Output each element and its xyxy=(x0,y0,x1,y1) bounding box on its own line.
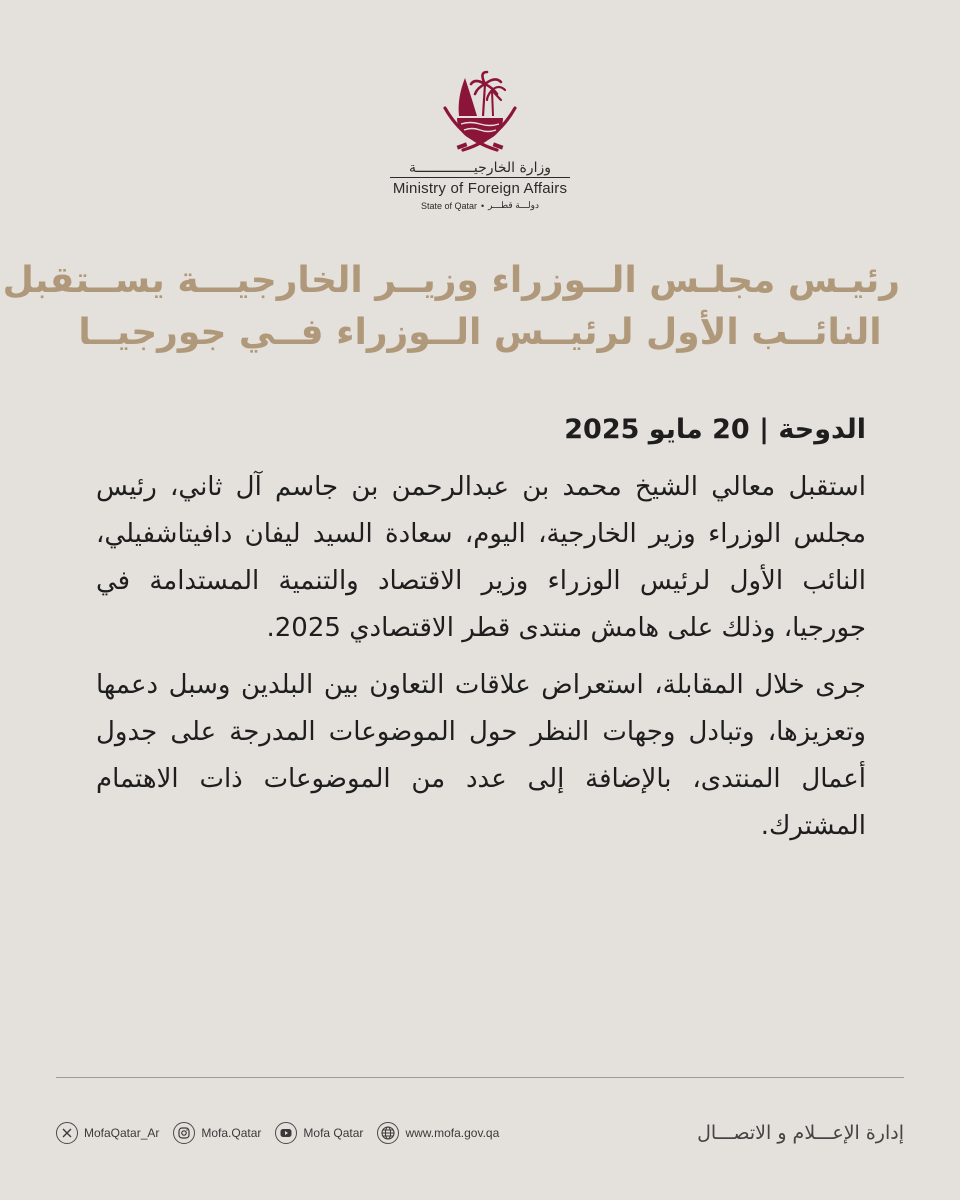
separator-dot-icon: • xyxy=(480,200,485,211)
instagram-handle: Mofa.Qatar xyxy=(201,1126,262,1140)
x-handle: MofaQatar_Ar xyxy=(84,1126,160,1140)
youtube-link[interactable] xyxy=(275,1122,363,1144)
ministry-logo xyxy=(0,70,960,211)
article-paragraph-2: جرى خلال المقابلة، استعراض علاقات التعاون بين البلدين وسبل دعمها وتعزيزها، وتبادل وجهات النظر حول الموضوعات المدرجة على جدول أعمال المنتدى، بالإضافة إلى عدد من الموضوعات ذات الاهتمام المشترك. xyxy=(96,670,866,841)
article-paragraph-1: استقبل معالي الشيخ محمد بن عبدالرحمن بن جاسم آل ثاني، رئيس مجلس الوزراء وزير الخارجية، اليوم، سعادة السيد ليفان دافيتاشفيلي، النائب الأول لرئيس الوزراء وزير الاقتصاد والتنمية المستدامة في جورجيا، وذلك على هامش منتدى قطر الاقتصادي 2025. xyxy=(96,472,866,643)
state-line xyxy=(421,200,539,211)
ministry-name-en: Ministry of Foreign Affairs xyxy=(392,180,568,197)
globe-icon xyxy=(377,1122,399,1144)
dateline: الدوحة | 20 مايو 2025 xyxy=(564,414,866,445)
department-name: إدارة الإعـــلام و الاتصـــال xyxy=(697,1122,904,1144)
headline xyxy=(2,255,900,359)
x-link[interactable] xyxy=(56,1122,159,1144)
article-body xyxy=(96,408,866,860)
x-icon xyxy=(56,1122,78,1144)
state-name-en: State of Qatar xyxy=(420,200,477,211)
social-links xyxy=(56,1122,499,1144)
website-link[interactable] xyxy=(377,1122,499,1144)
instagram-icon xyxy=(173,1122,195,1144)
footer xyxy=(56,1118,904,1148)
qatar-emblem-icon xyxy=(435,70,525,154)
website-url: www.mofa.gov.qa xyxy=(405,1126,500,1140)
headline-line-1: رئيـس مجلـس الــوزراء وزيــر الخارجيـــة يســتقبل xyxy=(2,260,900,301)
youtube-icon xyxy=(275,1122,297,1144)
state-name-ar: دولـــة قطـــر xyxy=(488,200,540,210)
instagram-link[interactable] xyxy=(173,1122,261,1144)
headline-line-2: النائــب الأول لرئيــس الــوزراء فــي جورجيــا xyxy=(78,312,882,353)
ministry-name-ar: وزارة الخارجيــــــــــــــة xyxy=(390,160,570,178)
youtube-handle: Mofa Qatar xyxy=(303,1126,364,1140)
footer-divider xyxy=(56,1077,904,1078)
